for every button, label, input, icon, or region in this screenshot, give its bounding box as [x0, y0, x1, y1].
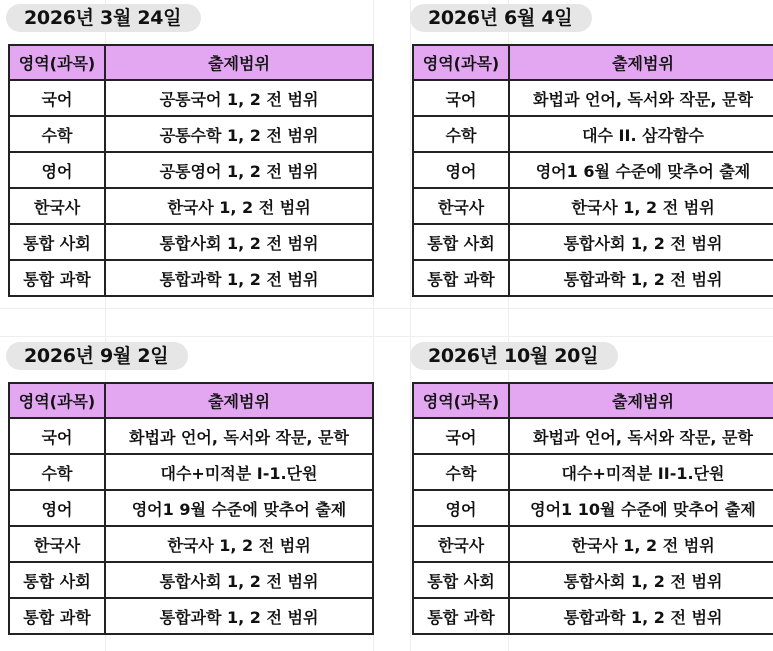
table-row: [9, 188, 373, 224]
subject-cell: 통합 과학: [413, 598, 509, 634]
exam-range-table: [8, 382, 374, 635]
subject-cell: 국어: [413, 80, 509, 116]
sheet-gridline: [410, 0, 411, 651]
subject-cell: 통합 사회: [9, 562, 105, 598]
subject-cell: 국어: [9, 418, 105, 454]
subject-header: 영역(과목): [413, 45, 509, 80]
exam-block-march: [6, 4, 371, 289]
range-cell: 화법과 언어, 독서와 작문, 문학: [509, 418, 773, 454]
subject-cell: 통합 과학: [413, 260, 509, 296]
table-row: [413, 490, 773, 526]
range-cell: 한국사 1, 2 전 범위: [509, 526, 773, 562]
exam-date: 2026년 9월 2일: [6, 342, 188, 370]
subject-cell: 한국사: [413, 526, 509, 562]
exam-date: 2026년 10월 20일: [410, 342, 618, 370]
subject-cell: 통합 사회: [413, 224, 509, 260]
subject-header: 영역(과목): [413, 383, 509, 418]
range-cell: 공통수학 1, 2 전 범위: [105, 116, 373, 152]
subject-cell: 통합 과학: [9, 260, 105, 296]
range-cell: 한국사 1, 2 전 범위: [105, 526, 373, 562]
table-row: [9, 80, 373, 116]
table-row: [9, 116, 373, 152]
range-cell: 화법과 언어, 독서와 작문, 문학: [509, 80, 773, 116]
range-cell: 영어1 10월 수준에 맞추어 출제: [509, 490, 773, 526]
range-cell: 화법과 언어, 독서와 작문, 문학: [105, 418, 373, 454]
range-cell: 영어1 9월 수준에 맞추어 출제: [105, 490, 373, 526]
range-cell: 한국사 1, 2 전 범위: [509, 188, 773, 224]
table-row: [9, 152, 373, 188]
subject-header: 영역(과목): [9, 45, 105, 80]
range-cell: 대수+미적분 I-1.단원: [105, 454, 373, 490]
table-row: [413, 224, 773, 260]
table-header-row: [9, 45, 373, 80]
range-cell: 통합사회 1, 2 전 범위: [509, 562, 773, 598]
range-header: 출제범위: [509, 45, 773, 80]
subject-cell: 통합 사회: [413, 562, 509, 598]
exam-range-table: [412, 44, 773, 297]
exam-block-september: [6, 342, 371, 627]
table-row: [413, 260, 773, 296]
exam-range-table: [8, 44, 374, 297]
subject-cell: 국어: [413, 418, 509, 454]
subject-cell: 통합 과학: [9, 598, 105, 634]
table-row: [9, 598, 373, 634]
table-row: [413, 116, 773, 152]
table-row: [413, 188, 773, 224]
subject-cell: 수학: [413, 454, 509, 490]
range-cell: 대수 II. 삼각함수: [509, 116, 773, 152]
table-row: [9, 454, 373, 490]
table-row: [413, 152, 773, 188]
range-header: 출제범위: [105, 383, 373, 418]
table-row: [413, 598, 773, 634]
table-header-row: [9, 383, 373, 418]
sheet-gridline: [0, 308, 773, 309]
range-header: 출제범위: [509, 383, 773, 418]
table-row: [9, 418, 373, 454]
subject-cell: 영어: [9, 152, 105, 188]
subject-header: 영역(과목): [9, 383, 105, 418]
subject-cell: 영어: [9, 490, 105, 526]
table-row: [9, 562, 373, 598]
table-row: [413, 418, 773, 454]
exam-range-table: [412, 382, 773, 635]
subject-cell: 한국사: [9, 526, 105, 562]
range-cell: 한국사 1, 2 전 범위: [105, 188, 373, 224]
range-cell: 통합사회 1, 2 전 범위: [509, 224, 773, 260]
range-cell: 통합사회 1, 2 전 범위: [105, 224, 373, 260]
exam-date: 2026년 3월 24일: [6, 4, 201, 32]
table-header-row: [413, 383, 773, 418]
subject-cell: 영어: [413, 490, 509, 526]
table-row: [9, 526, 373, 562]
exam-block-june: [410, 4, 773, 289]
range-cell: 통합과학 1, 2 전 범위: [509, 598, 773, 634]
table-header-row: [413, 45, 773, 80]
subject-cell: 수학: [9, 454, 105, 490]
range-cell: 대수+미적분 II-1.단원: [509, 454, 773, 490]
range-cell: 영어1 6월 수준에 맞추어 출제: [509, 152, 773, 188]
table-row: [413, 526, 773, 562]
subject-cell: 통합 사회: [9, 224, 105, 260]
range-cell: 공통국어 1, 2 전 범위: [105, 80, 373, 116]
exam-block-october: [410, 342, 773, 627]
table-row: [413, 562, 773, 598]
table-row: [413, 454, 773, 490]
range-cell: 통합과학 1, 2 전 범위: [509, 260, 773, 296]
subject-cell: 국어: [9, 80, 105, 116]
table-row: [9, 224, 373, 260]
table-row: [9, 260, 373, 296]
exam-date: 2026년 6월 4일: [410, 4, 592, 32]
range-cell: 공통영어 1, 2 전 범위: [105, 152, 373, 188]
subject-cell: 수학: [413, 116, 509, 152]
sheet-gridline: [0, 336, 773, 337]
range-cell: 통합사회 1, 2 전 범위: [105, 562, 373, 598]
subject-cell: 영어: [413, 152, 509, 188]
subject-cell: 수학: [9, 116, 105, 152]
table-row: [413, 80, 773, 116]
range-header: 출제범위: [105, 45, 373, 80]
range-cell: 통합과학 1, 2 전 범위: [105, 598, 373, 634]
subject-cell: 한국사: [413, 188, 509, 224]
subject-cell: 한국사: [9, 188, 105, 224]
range-cell: 통합과학 1, 2 전 범위: [105, 260, 373, 296]
table-row: [9, 490, 373, 526]
